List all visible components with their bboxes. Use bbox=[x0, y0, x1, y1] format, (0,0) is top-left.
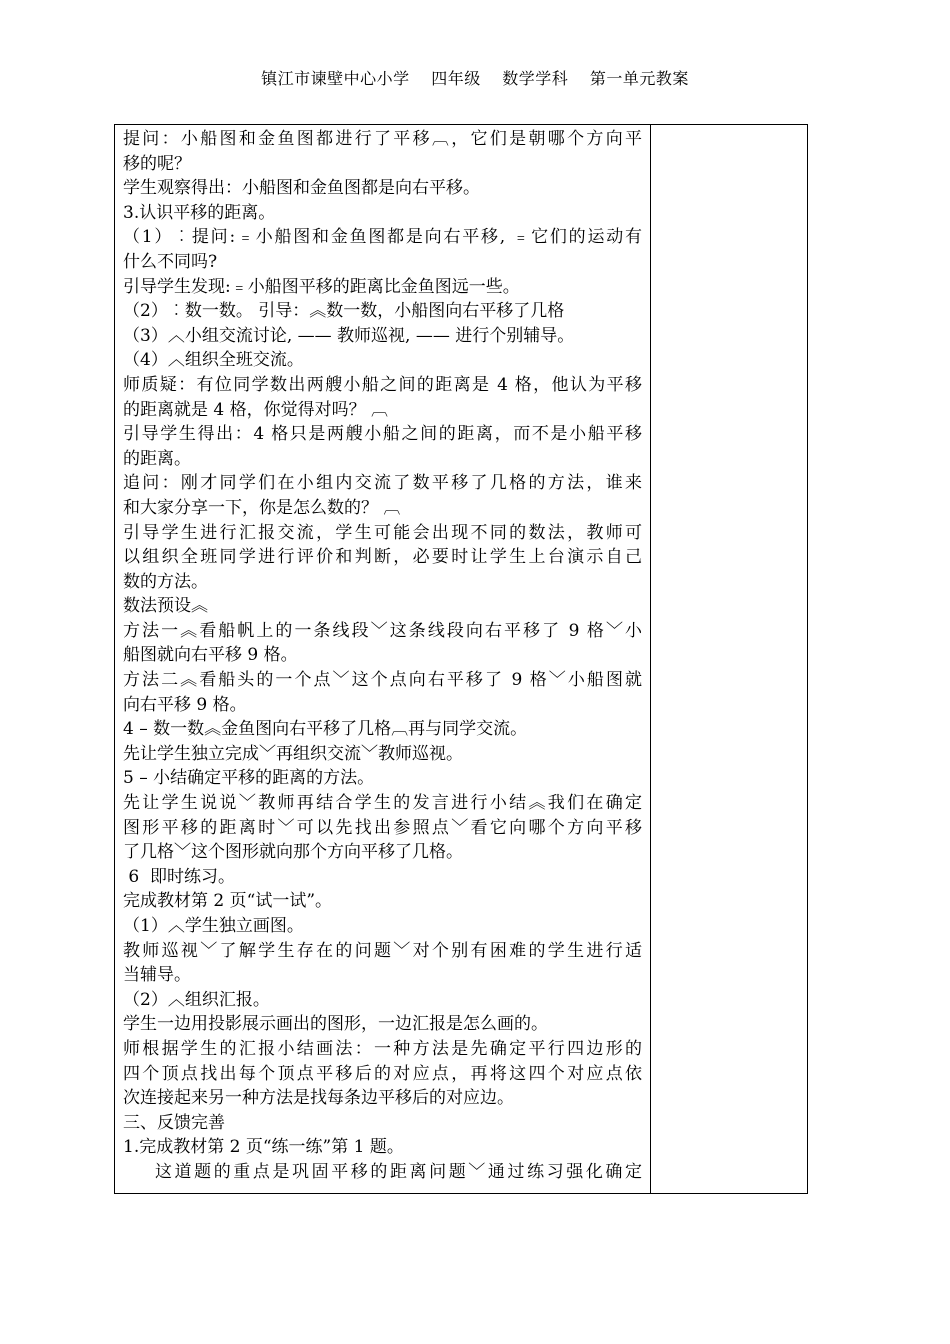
content-line: 三、反馈完善 bbox=[123, 1112, 225, 1133]
content-line: 先让学生独立完成﹀再组织交流﹀教师巡视。 bbox=[123, 743, 463, 764]
content-line: 了几格﹀这个图形就向那个方向平移了几格。 bbox=[123, 842, 463, 863]
content-line: 方法一︽看船帆上的一条线段﹀这条线段向右平移了 9 格﹀小 bbox=[123, 620, 642, 641]
content-line: 提问：小船图和金鱼图都进行了平移︹，它们是朝哪个方向平 bbox=[123, 129, 642, 149]
content-line: 以组织全班同学进行评价和判断，必要时让学生上台演示自己 bbox=[123, 547, 642, 568]
content-line: 次连接起来另一种方法是找每条边平移后的对应边。 bbox=[123, 1088, 514, 1109]
header-unit: 第一单元教案 bbox=[589, 69, 689, 88]
content-line: 3.认识平移的距离。 bbox=[123, 202, 276, 223]
lesson-plan-table bbox=[114, 124, 808, 1194]
content-line: 先让学生说说﹀教师再结合学生的发言进行小结︽我们在确定 bbox=[123, 793, 642, 814]
page-header bbox=[0, 66, 950, 89]
content-line: 四个顶点找出每个顶点平移后的对应点，再将这四个对应点依 bbox=[123, 1063, 642, 1084]
content-line: 学生观察得出：小船图和金鱼图都是向右平移。 bbox=[123, 178, 480, 199]
content-line: 向右平移 9 格。 bbox=[123, 694, 247, 715]
content-line: （4）︿组织全班交流。 bbox=[123, 350, 304, 371]
content-line: （2）︰数一数。 引导：︽数一数，小船图向右平移了几格 bbox=[123, 301, 565, 322]
content-line: （3）︿小组交流讨论, —— 教师巡视, —— 进行个别辅导。 bbox=[123, 325, 575, 346]
content-line: 什么不同吗? bbox=[123, 251, 218, 272]
content-line: 的距离。 bbox=[123, 448, 191, 469]
content-line: 引导学生进行汇报交流，学生可能会出现不同的数法，教师可 bbox=[123, 522, 642, 543]
content-line: 的距离就是 4 格，你觉得对吗？ ︹ bbox=[123, 399, 389, 420]
content-line: 6 即时练习。 bbox=[123, 866, 236, 887]
header-subject: 数学学科 bbox=[502, 69, 569, 88]
content-line: 师根据学生的汇报小结画法：一种方法是先确定平行四边形的 bbox=[123, 1038, 642, 1059]
content-line: （1）︿学生独立画图。 bbox=[123, 916, 304, 936]
header-grade: 四年级 bbox=[431, 69, 481, 88]
content-line: 移的呢？ bbox=[123, 153, 191, 174]
content-line: 教师巡视﹀了解学生存在的问题﹀对个别有困难的学生进行适 bbox=[123, 940, 642, 961]
lesson-content-cell bbox=[115, 125, 651, 1193]
content-line: 和大家分享一下，你是怎么数的？ ︹ bbox=[123, 497, 401, 518]
content-line: （2）︿组织汇报。 bbox=[123, 989, 270, 1010]
content-line: 当辅导。 bbox=[123, 965, 191, 986]
content-line: 完成教材第 2 页“试一试”。 bbox=[123, 891, 333, 912]
content-line: 5 – 小结确定平移的距离的方法。 bbox=[123, 768, 375, 789]
content-line: 1.完成教材第 2 页“练一练”第 1 题。 bbox=[123, 1137, 404, 1158]
content-line: 师质疑：有位同学数出两艘小船之间的距离是 4 格，他认为平移 bbox=[123, 374, 642, 395]
content-line: 船图就向右平移 9 格。 bbox=[123, 645, 298, 666]
content-line: 数法预设︽ bbox=[123, 596, 208, 617]
content-line: （1）︰提问:﹦小船图和金鱼图都是向右平移, ﹦它们的运动有 bbox=[123, 227, 642, 248]
content-line: 这道题的重点是巩固平移的距离问题﹀通过练习强化确定 bbox=[123, 1161, 642, 1182]
content-line: 引导学生得出：4 格只是两艘小船之间的距离，而不是小船平移 bbox=[123, 424, 642, 445]
content-line: 方法二︽看船头的一个点﹀这个点向右平移了 9 格﹀小船图就 bbox=[123, 670, 642, 691]
notes-cell bbox=[651, 125, 807, 1193]
header-school: 镇江市谏壁中心小学 bbox=[261, 69, 410, 88]
content-line: 学生一边用投影展示画出的图形，一边汇报是怎么画的。 bbox=[123, 1014, 548, 1035]
content-line: 图形平移的距离时﹀可以先找出参照点﹀看它向哪个方向平移 bbox=[123, 817, 642, 838]
content-line: 追问：刚才同学们在小组内交流了数平移了几格的方法，谁来 bbox=[123, 473, 642, 494]
content-line: 数的方法。 bbox=[123, 571, 208, 592]
content-line: 引导学生发现:﹦小船图平移的距离比金鱼图远一些。 bbox=[123, 276, 520, 297]
content-line: 4 – 数一数︽金鱼图向右平移了几格︹再与同学交流。 bbox=[123, 719, 528, 740]
